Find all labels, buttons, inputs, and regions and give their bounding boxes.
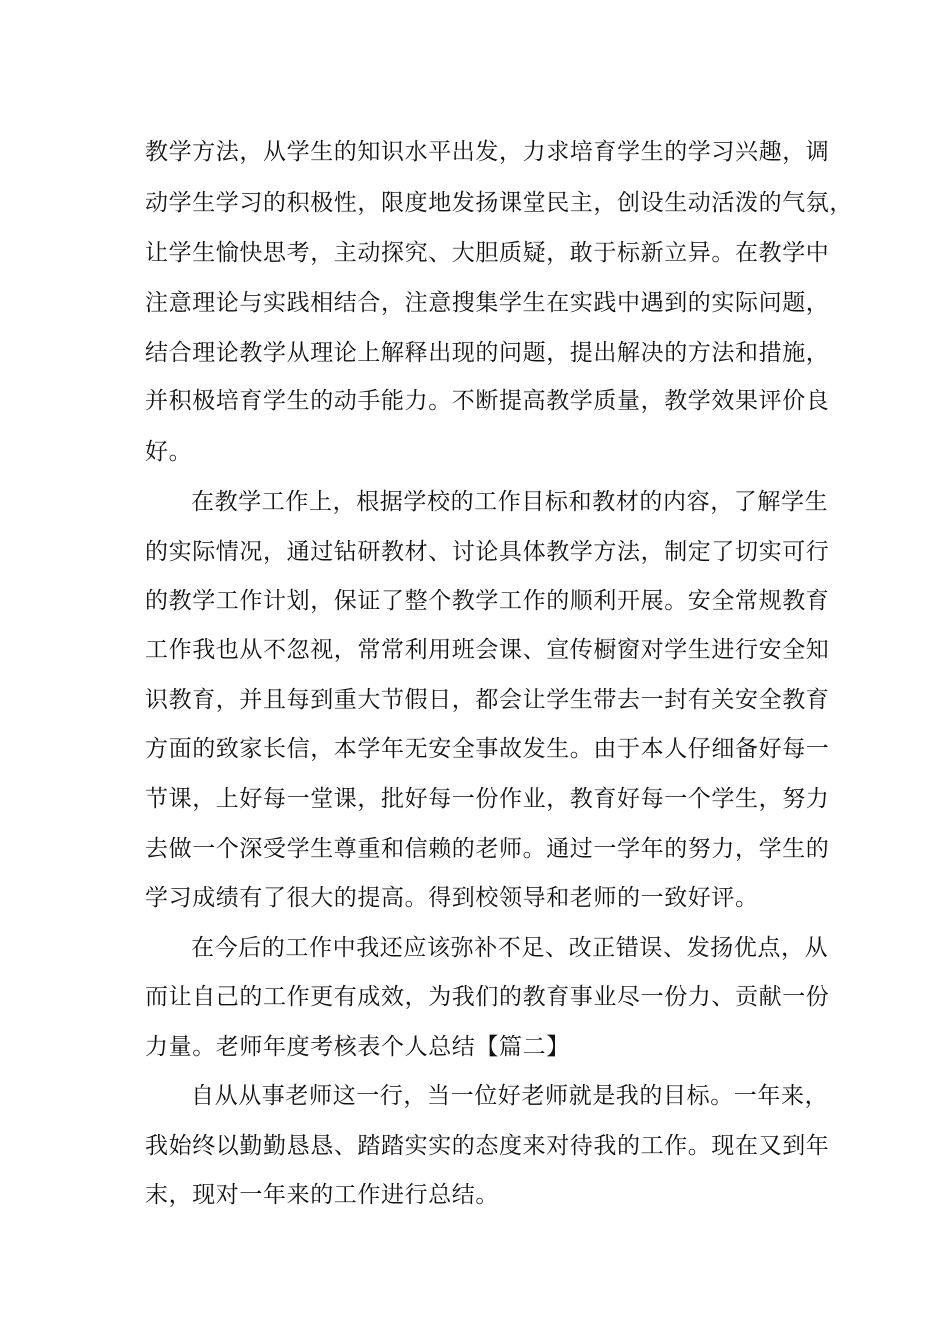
text-line: 让学生愉快思考，主动探究、大胆质疑，敢于标新立异。在教学中 <box>145 240 830 266</box>
text-line: 注意理论与实践相结合，注意搜集学生在实践中遇到的实际问题， <box>145 290 830 316</box>
paragraph-start-line: 在教学工作上，根据学校的工作目标和教材的内容，了解学生 <box>191 489 829 515</box>
text-line: 末，现对一年来的工作进行总结。 <box>145 1182 499 1208</box>
text-line: 的教学工作计划，保证了整个教学工作的顺利开展。安全常规教育 <box>145 588 830 614</box>
paragraph-start-line: 在今后的工作中我还应该弥补不足、改正错误、发扬优点，从 <box>191 935 829 961</box>
text-line: 节课，上好每一堂课，批好每一份作业，教育好每一个学生，努力 <box>145 786 830 812</box>
paragraph-start-line: 自从从事老师这一行，当一位好老师就是我的目标。一年来， <box>191 1083 829 1109</box>
text-line: 力量。老师年度考核表个人总结【篇二】 <box>145 1034 570 1060</box>
text-line: 结合理论教学从理论上解释出现的问题，提出解决的方法和措施， <box>145 340 830 366</box>
text-line: 的实际情况，通过钻研教材、讨论具体教学方法，制定了切实可行 <box>145 539 830 565</box>
text-line: 学习成绩有了很大的提高。得到校领导和老师的一致好评。 <box>145 885 759 911</box>
text-line: 我始终以勤勤恳恳、踏踏实实的态度来对待我的工作。现在又到年 <box>145 1133 830 1159</box>
text-line: 方面的致家长信，本学年无安全事故发生。由于本人仔细备好每一 <box>145 736 830 762</box>
text-line: 并积极培育学生的动手能力。不断提高教学质量，教学效果评价良 <box>145 388 830 414</box>
text-line: 工作我也从不忽视，常常利用班会课、宣传橱窗对学生进行安全知 <box>145 637 830 663</box>
text-line: 教学方法，从学生的知识水平出发，力求培育学生的学习兴趣，调 <box>145 139 830 165</box>
text-line: 动学生学习的积极性，限度地发扬课堂民主，创设生动活泼的气氛， <box>145 190 853 216</box>
text-line: 好。 <box>145 439 193 465</box>
text-line: 而让自己的工作更有成效，为我们的教育事业尽一份力、贡献一份 <box>145 984 830 1010</box>
text-line: 去做一个深受学生尊重和信赖的老师。通过一学年的努力，学生的 <box>145 836 830 862</box>
text-line: 识教育，并且每到重大节假日，都会让学生带去一封有关安全教育 <box>145 687 830 713</box>
